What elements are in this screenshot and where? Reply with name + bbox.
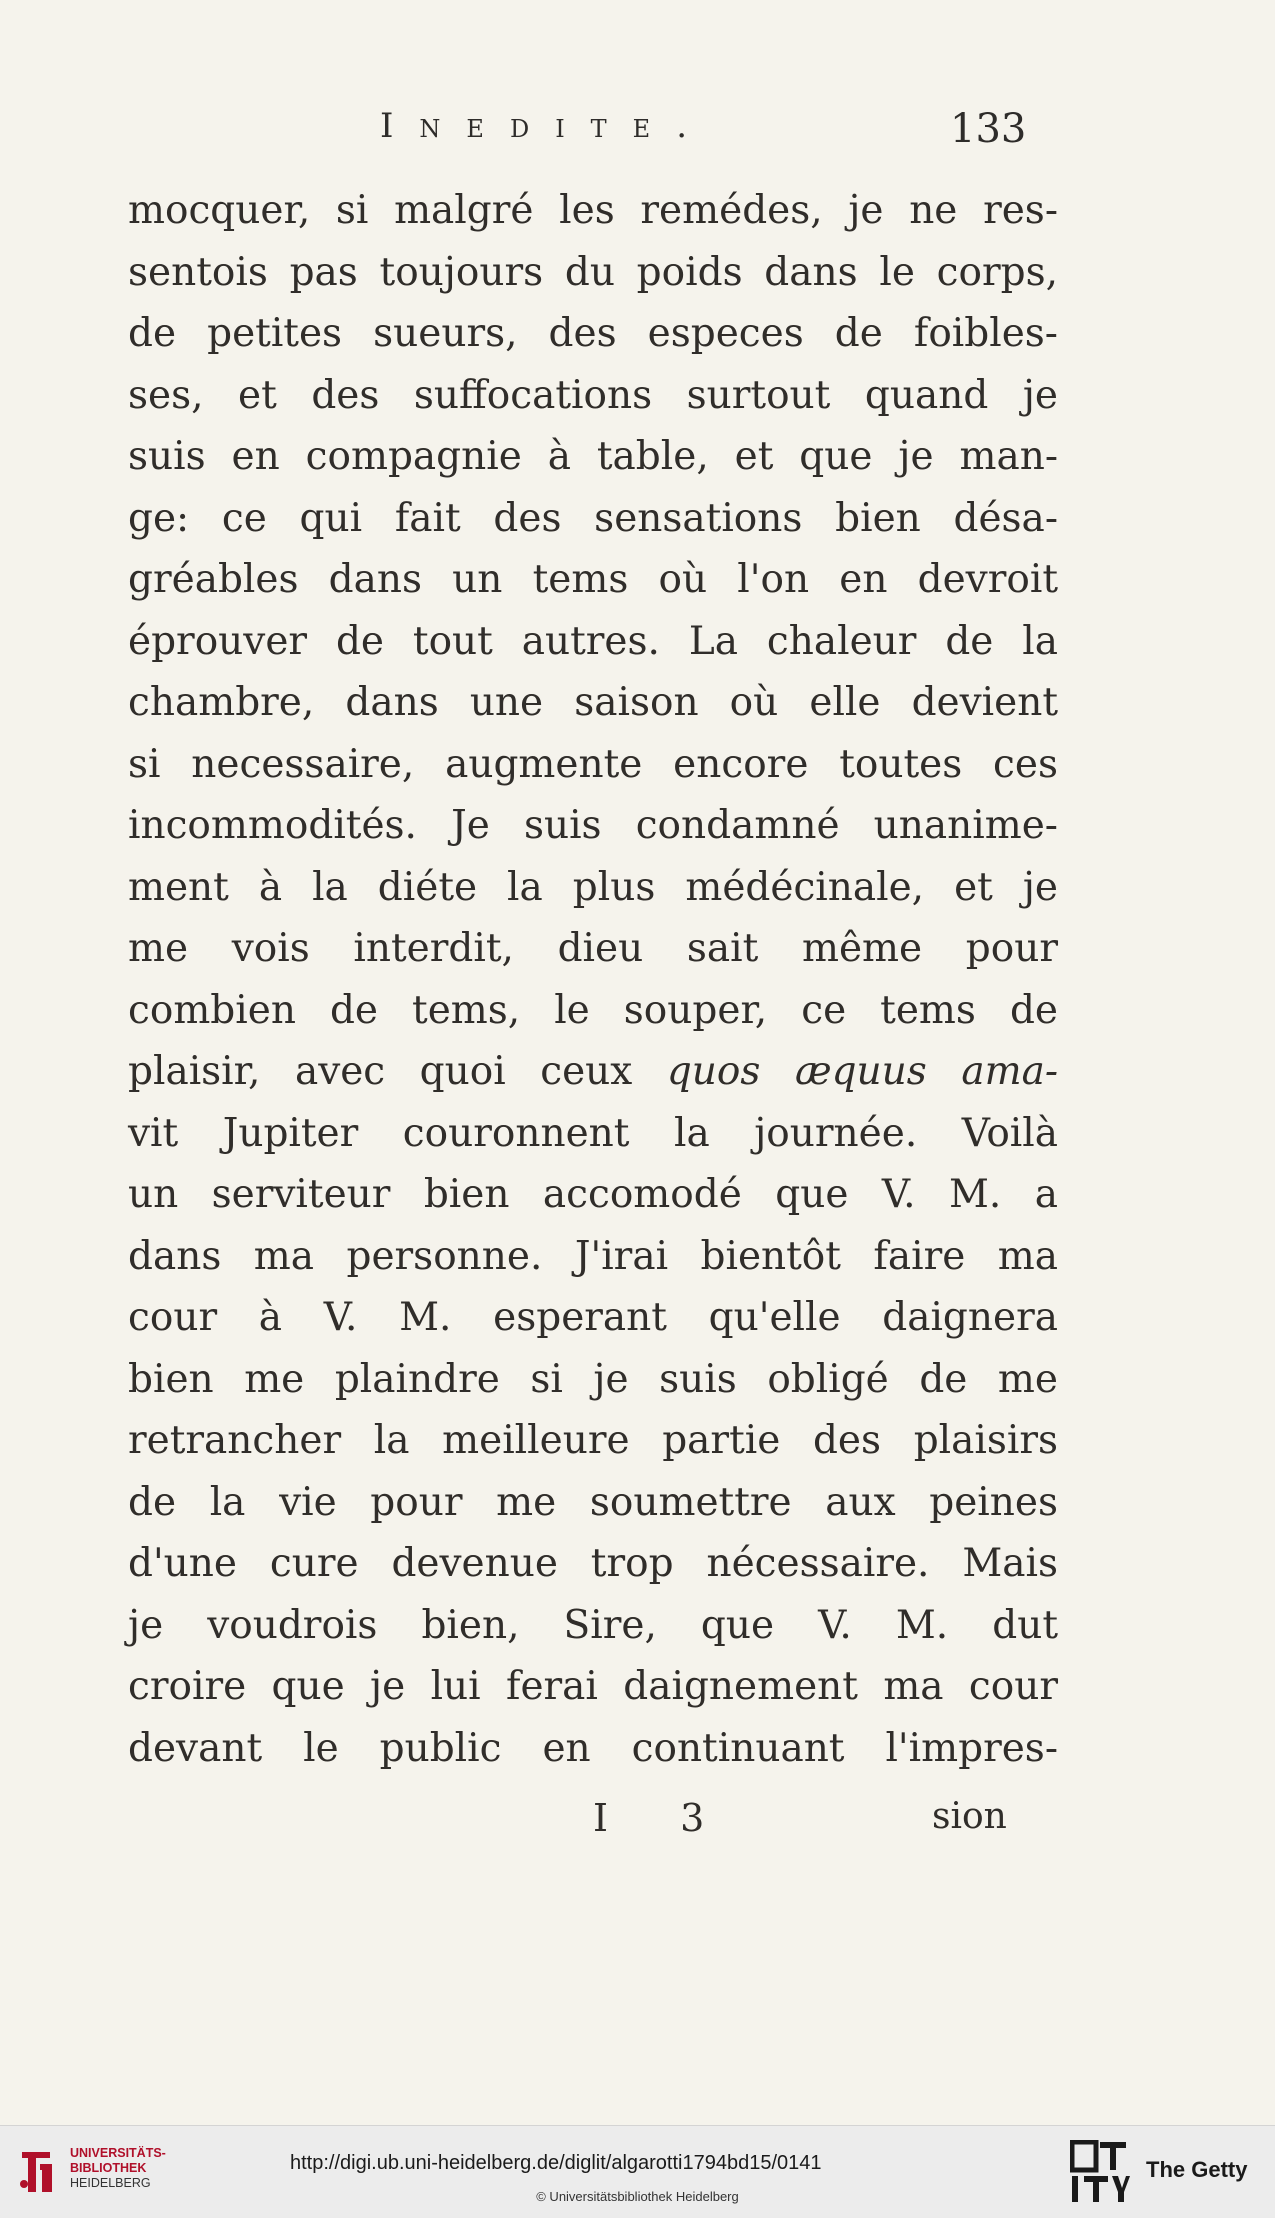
body-text [128,180,1058,1779]
text-line: ment à la diéte la plus médécinale, et je [128,864,1058,910]
page-bottom-marks [128,1796,1058,1856]
text-line: je voudrois bien, Sire, que V. M. dut [128,1602,1058,1648]
text-line: un serviteur bien accomodé que V. M. a [128,1172,1058,1217]
text-line: sentois pas toujours du poids dans le corps, [128,249,1058,295]
text-line: dans ma personne. J'irai bientôt faire ma [128,1233,1058,1279]
library-name-line: HEIDELBERG [70,2176,151,2190]
text-line: ge: ce qui fait des sensations bien désa- [128,495,1058,541]
text-line: gréables dans un tems où l'on en devroit [128,557,1058,602]
library-name-line: BIBLIOTHEK [70,2161,147,2175]
text-line: bien me plaindre si je suis obligé de me [128,1356,1058,1402]
text-line: incommodités. Je suis condamné unanime- [128,803,1058,848]
page-number: 133 [950,106,1027,152]
text-line: d'une cure devenue trop nécessaire. Mais [128,1541,1058,1586]
catchword: sion [932,1796,1007,1837]
permalink-url[interactable]: http://digi.ub.uni-heidelberg.de/diglit/algarotti1794bd15/0141 [290,2152,822,2174]
text-line: mocquer, si malgré les remédes, je ne res- [128,188,1058,233]
getty-logo-icon [1070,2140,1130,2204]
text-line: éprouver de tout autres. La chaleur de la [128,618,1058,664]
text-line: vit Jupiter couronnent la journée. Voilà [128,1110,1058,1156]
running-head: Inedite. [380,106,714,146]
text-line: si necessaire, augmente encore toutes ces [128,741,1058,787]
text-line: de la vie pour me soumettre aux peines [128,1479,1058,1525]
copyright-notice: © Universitätsbibliothek Heidelberg [536,2189,739,2204]
library-name [70,2146,166,2191]
text-line-mixed [128,1041,1058,1103]
text-line: chambre, dans une saison où elle devient [128,680,1058,725]
text-line: ses, et des suffocations surtout quand je [128,372,1058,418]
getty-name: The Getty [1146,2157,1248,2182]
text-segment: plaisir, avec quoi ceux [128,1049,633,1094]
library-name-line: UNIVERSITÄTS- [70,2146,166,2160]
text-line: retrancher la meilleure partie des plaisirs [128,1418,1058,1463]
footer-bar [0,2125,1275,2218]
signature-mark: I 3 [593,1796,735,1840]
italic-phrase: quos æquus ama- [666,1049,1059,1094]
text-line: me vois interdit, dieu sait même pour [128,926,1058,971]
text-line: de petites sueurs, des especes de foibles- [128,311,1058,356]
text-line: croire que je lui ferai daignement ma cour [128,1664,1058,1709]
page-header [380,106,1080,166]
text-line: cour à V. M. esperant qu'elle daignera [128,1295,1058,1340]
text-line: suis en compagnie à table, et que je man- [128,434,1058,479]
text-line: combien de tems, le souper, ce tems de [128,987,1058,1033]
text-line: devant le public en continuant l'impres- [128,1725,1058,1771]
